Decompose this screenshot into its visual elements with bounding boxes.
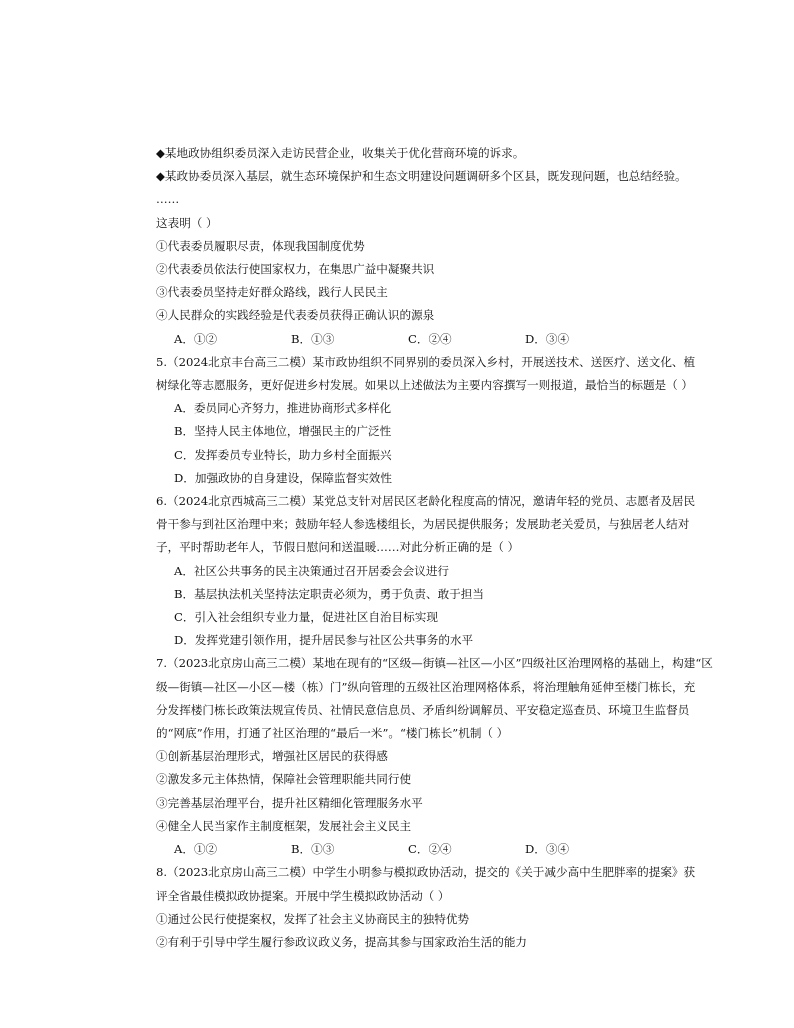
answer-options: [156, 838, 716, 861]
statement-item: ③代表委员坚持走好群众路线，践行人民民主: [156, 285, 388, 300]
statement-item: ④人民群众的实践经验是代表委员获得正确认识的源泉: [156, 308, 435, 323]
option-c: C．发挥委员专业特长，助力乡村全面振兴: [174, 447, 392, 462]
option-b: B．基层执法机关坚持法定职责必须为，勇于负责、敢于担当: [174, 586, 484, 601]
question-text: 分发挥楼门栋长政策法规宣传员、社情民意信息员、矛盾纠纷调解员、平安稳定巡查员、环境卫生监督员: [156, 702, 690, 717]
option-a: A．委员同心齐努力，推进协商形式多样化: [174, 401, 392, 416]
question-5: [156, 351, 716, 490]
statement-item: ①通过公民行使提案权，发挥了社会主义协商民主的独特优势: [156, 911, 470, 926]
bullet-line: ◆某地政协组织委员深入走访民营企业，收集关于优化营商环境的诉求。: [156, 146, 525, 160]
ellipsis: ……: [156, 192, 180, 207]
option-d: D．加强政协的自身建设，保障监督实效性: [174, 470, 392, 485]
statement-item: ②有利于引导中学生履行参政议政义务，提高其参与国家政治生活的能力: [156, 934, 528, 949]
option-d: D．③④: [525, 842, 570, 857]
question-text: 级—街镇—社区—小区—楼（栋）门”纵向管理的五级社区治理网格体系，将治理触角延伸至楼门栋长，充: [156, 679, 696, 694]
question-6: [156, 490, 716, 652]
question-text: 7.（2023北京房山高三二模）某地在现有的“区级—街镇—社区—小区”四级社区治理网格的基础上，构建“区: [156, 656, 713, 671]
document-page: [156, 142, 716, 954]
question-4-tail: [156, 142, 716, 351]
question-text: 评全省最佳模拟政协提案。开展中学生模拟政协活动（ ）: [156, 888, 450, 903]
question-text: 骨干参与到社区治理中来；鼓励年轻人参选楼组长，为居民提供服务；发展助老关爱员，与独居老人结对: [156, 517, 690, 532]
option-a: A．①②: [174, 842, 218, 857]
option-c: C．引入社会组织专业力量，促进社区自治目标实现: [174, 610, 438, 625]
question-text: 树绿化等志愿服务，更好促进乡村发展。如果以上述做法为主要内容撰写一则报道，最恰当的标题是（ ）: [156, 378, 694, 393]
bullet-line: ◆某政协委员深入基层，就生态环境保护和生态文明建设问题调研多个区县，既发现问题，也总结经验。: [156, 169, 687, 184]
statement-item: ④健全人民当家作主制度框架，发展社会主义民主: [156, 818, 412, 833]
statement-item: ①代表委员履职尽责，体现我国制度优势: [156, 238, 365, 253]
option-b: B．①③: [291, 842, 335, 857]
question-text: 6.（2024北京西城高三二模）某党总支针对居民区老龄化程度高的情况，邀请年轻的党员、志愿者及居民: [156, 494, 696, 509]
option-c: C．②④: [408, 842, 452, 857]
option-a: A．社区公共事务的民主决策通过召开居委会会议进行: [174, 563, 450, 578]
question-stem: 这表明（ ）: [156, 215, 218, 230]
question-text: 子，平时帮助老年人，节假日慰问和送温暖……对此分析正确的是（ ）: [156, 540, 520, 555]
statement-item: ①创新基层治理形式，增强社区居民的获得感: [156, 749, 388, 764]
question-text: 的“网底”作用，打通了社区治理的“最后一米”。“楼门栋长”机制（ ）: [156, 726, 509, 741]
option-c: C．②④: [408, 331, 452, 346]
option-d: D．③④: [525, 331, 570, 346]
statement-item: ②激发多元主体热情，保障社会管理职能共同行使: [156, 772, 412, 787]
statement-item: ③完善基层治理平台，提升社区精细化管理服务水平: [156, 795, 423, 810]
option-b: B．坚持人民主体地位，增强民主的广泛性: [174, 424, 392, 439]
answer-options: [156, 328, 716, 351]
statement-item: ②代表委员依法行使国家权力，在集思广益中凝聚共识: [156, 262, 435, 277]
question-text: 5.（2024北京丰台高三二模）某市政协组织不同界别的委员深入乡村，开展送技术、送医疗、送文化、植: [156, 354, 696, 369]
question-7: [156, 652, 716, 861]
option-a: A．①②: [174, 331, 218, 346]
question-text: 8.（2023北京房山高三二模）中学生小明参与模拟政协活动，提交的《关于减少高中生肥胖率的提案》获: [156, 865, 696, 880]
question-8: [156, 861, 716, 954]
option-b: B．①③: [291, 331, 335, 346]
option-d: D．发挥党建引领作用，提升居民参与社区公共事务的水平: [174, 633, 474, 648]
